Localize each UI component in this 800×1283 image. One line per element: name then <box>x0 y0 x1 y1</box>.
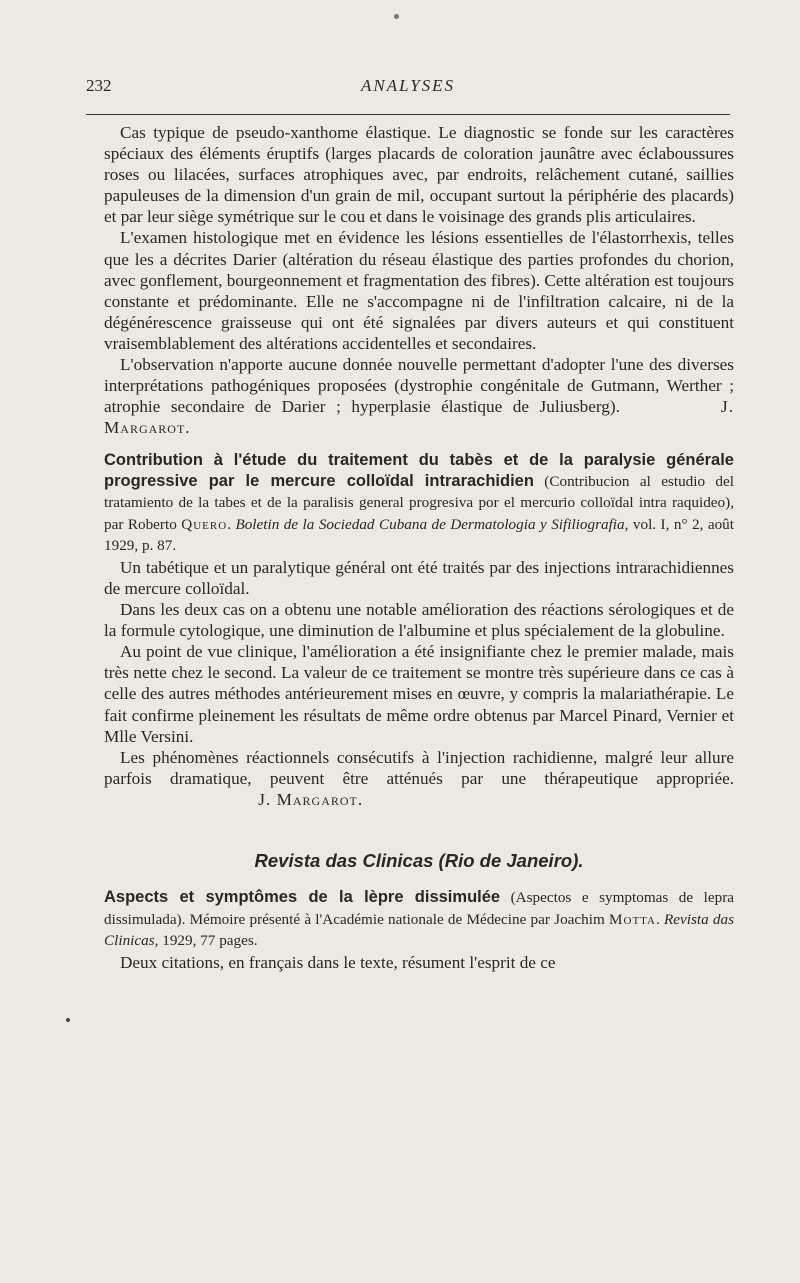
journal-heading: Revista das Clinicas (Rio de Janeiro). <box>254 850 584 872</box>
paragraph <box>104 747 734 810</box>
signature: J. Margarot. <box>104 397 735 438</box>
reference-text: , vol. I, n° 2, août 1929, p. 87. <box>104 515 734 555</box>
header-rule <box>86 114 730 115</box>
page-header <box>86 72 730 102</box>
author-name: Motta <box>609 910 656 928</box>
article-entry <box>104 887 734 952</box>
paragraph-text: Les phénomènes réactionnels consécutifs à l'injection rachidienne, malgré leur allure parfois dramatique, peuvent être atténués par une thérapeutique appropriée. <box>104 747 734 788</box>
paragraph: Dans les deux cas on a obtenu une notable amélioration des réactions sérologiques et de la formule cytologique, une diminution de l'albumine et plus spécialement de la globuline. <box>104 600 734 641</box>
page-number: 232 <box>86 76 112 95</box>
paragraph: Cas typique de pseudo-xanthome élastique. Le diagnostic se fonde sur les caractères spéciaux des éléments éruptifs (larges placards de coloration jaunâtre avec éclaboussures roses ou lilacées, surfaces atrophiques avec, par endroits, relâchement cutané, saillies papuleuses de la dimension d'un grain de mil, occupant surtout la périphérie des placards) et par leur siège symétrique sur le cou et dans le voisinage des grands plis articulaires. <box>104 123 734 227</box>
bullet-mark <box>66 1018 70 1022</box>
paragraph: Au point de vue clinique, l'amélioration a été insignifiante chez le premier malade, mais très nette chez le second. La valeur de ce traitement se montre très supérieure dans ce cas à celle des autres méthodes antérieurement mises en œuvre, y compris la malariathérapie. Le fait confirme pleinement les résultats de même ordre obtenus par Marcel Pinard, Vernier et Mlle Versini. <box>104 642 734 746</box>
paragraph: Deux citations, en français dans le texte, résument l'esprit de ce <box>120 952 556 972</box>
paragraph: L'examen histologique met en évidence les lésions essentielles de l'élastorrhexis, telles que les a décrites Darier (altération du réseau élastique des parties profondes du chorion, avec gonflement, bourgeonnement et fragmentation des fibres). Cette altération est toujours constante et prédominante. Elle ne s'accompagne ni de l'infiltration calcaire, ni de la dégénérescence graisseuse qui ont été signalées par divers auteurs et qui constituent vraisemblablement des altérations accidentelles et secondaires. <box>104 228 734 353</box>
reference-text: (Contribucion al estudio del tratamiento de la tabes et de la paralisis general progresiva por el mercurio colloïdal intra raquideo), par Roberto <box>104 472 734 533</box>
paragraph <box>104 354 734 438</box>
reference-text: . <box>655 910 664 928</box>
speck-mark <box>394 14 399 19</box>
paragraph: Un tabétique et un paralytique général ont été traités par des injections intrarachidiennes de mercure colloïdal. <box>104 557 734 598</box>
reference-text: . <box>227 515 236 533</box>
author-name: Quero <box>181 515 228 533</box>
article-entry <box>104 450 734 557</box>
article-title: Aspects et symptômes de la lèpre dissimulée <box>104 888 501 907</box>
signature: J. Margarot. <box>258 789 364 809</box>
journal-name: Boletin de la Sociedad Cubana de Dermatologia y Sifiliografia <box>235 515 625 533</box>
page-body <box>104 122 734 973</box>
reference-text: (Aspectos e symptomas de lepra dissimulada). Mémoire présenté à l'Académie nationale de Médecine par Joachim <box>104 889 734 928</box>
reference-text: , 1929, 77 pages. <box>154 932 258 950</box>
article-title: Contribution à l'étude du traitement du tabès et de la paralysie générale progressive par le mercure colloïdal intrarachidien <box>104 451 734 490</box>
running-title: ANALYSES <box>360 76 456 95</box>
journal-name: Revista das Clinicas <box>104 910 734 950</box>
paragraph-text: L'observation n'apporte aucune donnée nouvelle permettant d'adopter l'une des diverses interprétations pathogéniques proposées (dystrophie congénitale de Gutmann, Werther ; atrophie secondaire de Darier ; hyperplasie élastique de Juliusberg). <box>104 355 734 417</box>
